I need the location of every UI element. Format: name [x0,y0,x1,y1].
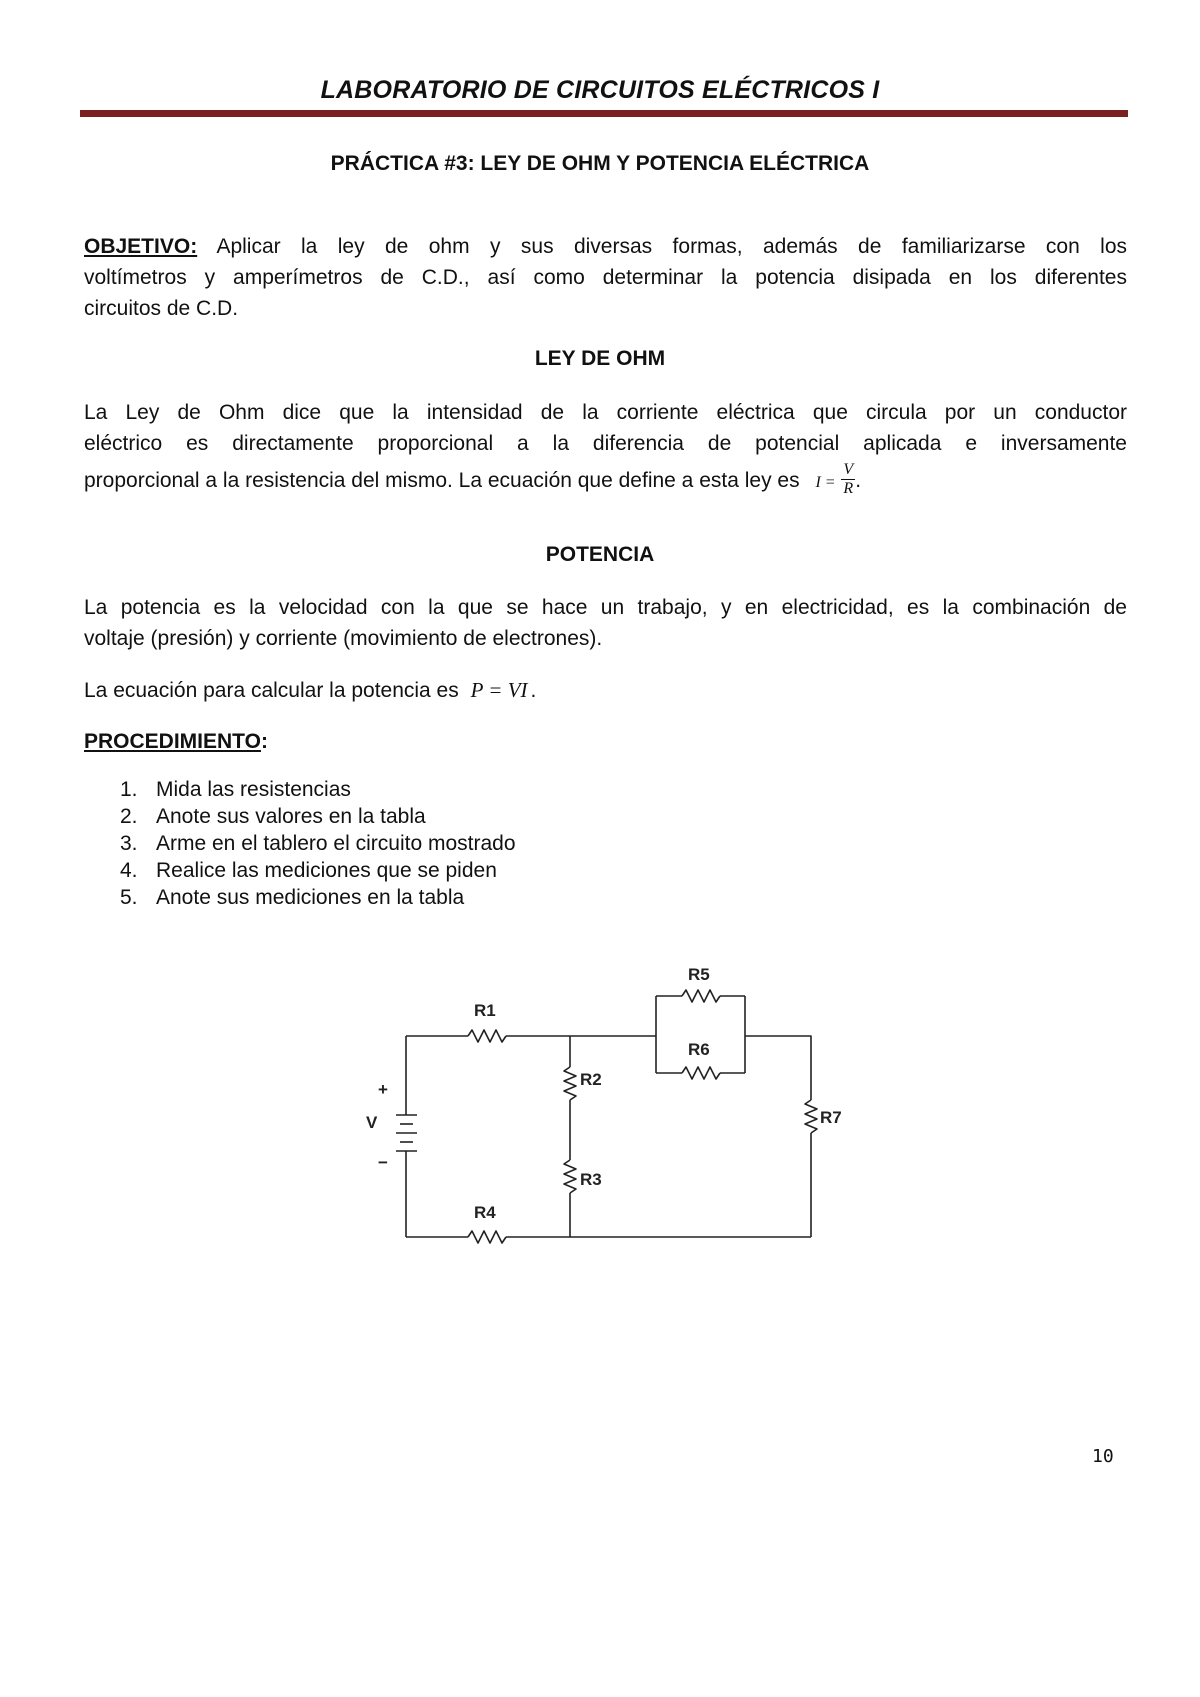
objective-line-2: voltímetros y amperímetros de C.D., así como determinar la potencia disipada en los diferentes [84,266,1127,289]
step-text: Anote sus valores en la tabla [156,805,426,828]
resistor-r6 [682,1067,720,1079]
ohm-line-1: La Ley de Ohm dice que la intensidad de la corriente eléctrica que circula por un conductor [84,401,1127,424]
step-number: 3. [120,832,138,855]
resistor-r2 [564,1067,576,1100]
resistor-r7 [805,1100,817,1133]
ohm-line-2: eléctrico es directamente proporcional a la diferencia de potencial aplicada e inversamente [84,432,1127,455]
battery-minus-label: − [378,1153,388,1172]
power-equation-period: . [530,679,537,702]
ohm-equation-denominator: R [843,480,854,497]
step-text: Anote sus mediciones en la tabla [156,886,465,909]
wire-top-right [745,1036,811,1100]
step-text: Arme en el tablero el circuito mostrado [156,832,516,855]
r1-label: R1 [474,1001,496,1020]
ohm-equation-numerator: V [843,461,854,478]
ohm-equation-lhs: I = [815,474,836,492]
procedure-colon: : [260,730,268,753]
r6-label: R6 [688,1040,710,1059]
procedure-label: PROCEDIMIENTO [84,730,261,753]
power-line-2: voltaje (presión) y corriente (movimiento de electrones). [84,627,603,650]
document-header-title: LABORATORIO DE CIRCUITOS ELÉCTRICOS I [320,76,880,104]
step-number: 1. [120,778,138,801]
step-text: Mida las resistencias [156,778,351,801]
r5-label: R5 [688,965,710,984]
resistor-r4 [468,1231,506,1243]
ohm-text-3: proporcional a la resistencia del mismo. La ecuación que define a esta ley es [84,469,800,493]
r4-label: R4 [474,1203,496,1222]
r7-label: R7 [820,1108,842,1127]
r2-label: R2 [580,1070,602,1089]
objective-text-1: Aplicar la ley de ohm y sus diversas formas, además de familiarizarse con los [216,235,1127,258]
resistor-r1 [468,1030,506,1042]
step-text: Realice las mediciones que se piden [156,859,497,882]
battery-plus-label: + [378,1080,388,1099]
power-equation-text: La ecuación para calcular la potencia es [84,679,459,702]
resistor-r5 [682,990,720,1002]
r3-label: R3 [580,1170,602,1189]
resistor-r3 [564,1160,576,1193]
practice-title: PRÁCTICA #3: LEY DE OHM Y POTENCIA ELÉCTRICA [330,152,870,175]
parallel-block [656,996,745,1073]
battery-symbol [396,1115,417,1155]
objective-label: OBJETIVO: [84,235,198,258]
power-equation: P = VI [470,678,528,702]
source-label: V [366,1113,378,1132]
ohm-equation-period: . [855,469,862,493]
step-number: 2. [120,805,138,828]
page-number: 10 [1092,1446,1114,1467]
objective-line-3: circuitos de C.D. [84,297,239,320]
power-heading: POTENCIA [545,543,655,566]
step-number: 5. [120,886,138,909]
power-line-1: La potencia es la velocidad con la que se hace un trabajo, y en electricidad, es la combinación de [84,596,1127,619]
ohm-heading: LEY DE OHM [534,347,666,370]
step-number: 4. [120,859,138,882]
